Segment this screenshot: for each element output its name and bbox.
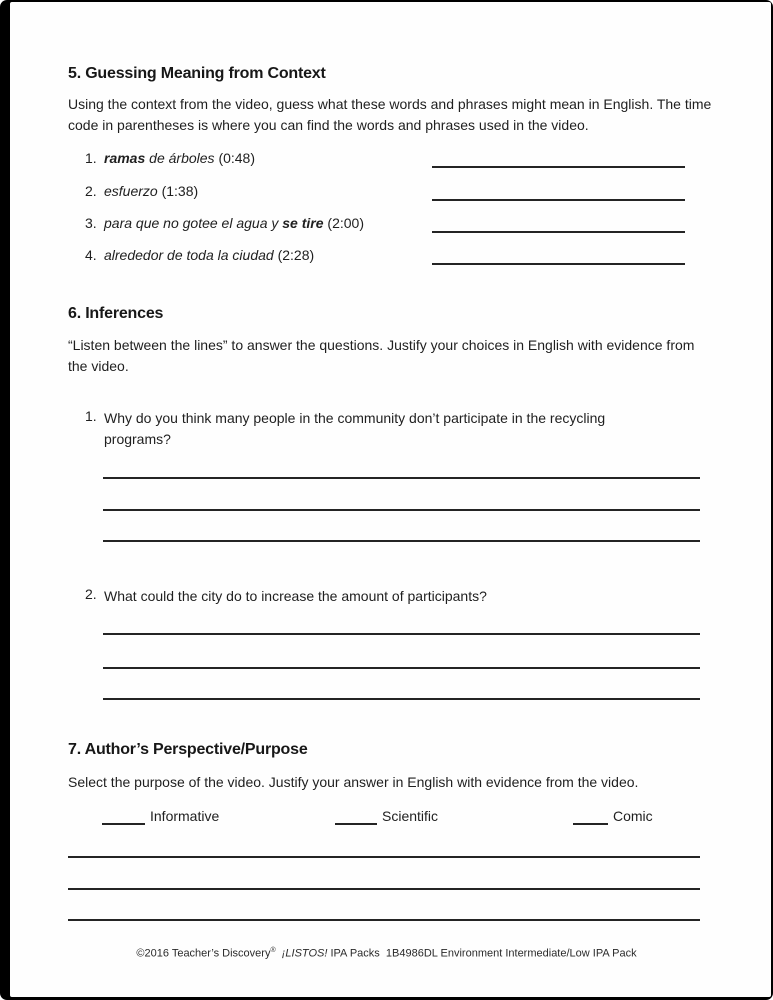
answer-blank-line [432,150,685,168]
vocab-item [0,215,773,235]
answer-blank-line [432,247,685,265]
vocab-item-text: para que no gotee el agua y se tire (2:00) [104,215,364,231]
answer-blank-line [432,183,685,201]
purpose-options-row [0,806,773,830]
vocab-item-text: alrededor de toda la ciudad (2:28) [104,247,315,263]
answer-blank-line [432,215,685,233]
section-5-instructions: Using the context from the video, guess what these words and phrases might mean in English. The time code in parentheses is where you can find the words and phrases used in the video. [68,96,712,133]
answer-blank-line [103,540,700,542]
vocab-item-text: ramas de árboles (0:48) [104,150,256,166]
option-label-comic: Comic [613,808,653,824]
vocab-item [0,247,773,267]
answer-blank-line [68,919,700,921]
option-label-informative: Informative [150,808,220,824]
vocab-item-text: esfuerzo (1:38) [104,183,199,199]
question-text: Why do you think many people in the community don’t participate in the recycling programs? [104,410,606,447]
option-blank-comic [573,806,608,825]
page-footer-credit: ©2016 Teacher’s Discovery® ¡LISTOS! IPA Packs 1B4986DL Environment Intermediate/Low IPA Pack [136,947,637,960]
answer-blank-line [103,509,700,511]
question-number: 2. [85,586,97,602]
option-blank-scientific [335,806,377,825]
answer-blank-line [103,698,700,700]
answer-blank-line [68,888,700,890]
vocab-item-number: 2. [85,183,97,199]
vocab-item [0,183,773,203]
vocab-item [0,150,773,170]
question-number: 1. [85,408,97,424]
option-label-scientific: Scientific [382,808,439,824]
answer-blank-line [103,633,700,635]
question-text: What could the city do to increase the amount of participants? [104,588,487,604]
vocab-item-number: 3. [85,215,97,231]
answer-blank-line [68,856,700,858]
section-7-instructions: Select the purpose of the video. Justify your answer in English with evidence from the video. [68,774,639,790]
answer-blank-line [103,667,700,669]
vocab-item-number: 4. [85,247,97,263]
vocab-item-number: 1. [85,150,97,166]
section-5-heading: 5. Guessing Meaning from Context [68,65,326,82]
option-blank-informative [102,806,145,825]
answer-blank-line [103,477,700,479]
section-6-instructions: “Listen between the lines” to answer the questions. Justify your choices in English with evidence from the video. [68,337,695,374]
section-7-heading: 7. Author’s Perspective/Purpose [68,741,308,758]
section-6-heading: 6. Inferences [68,305,164,322]
